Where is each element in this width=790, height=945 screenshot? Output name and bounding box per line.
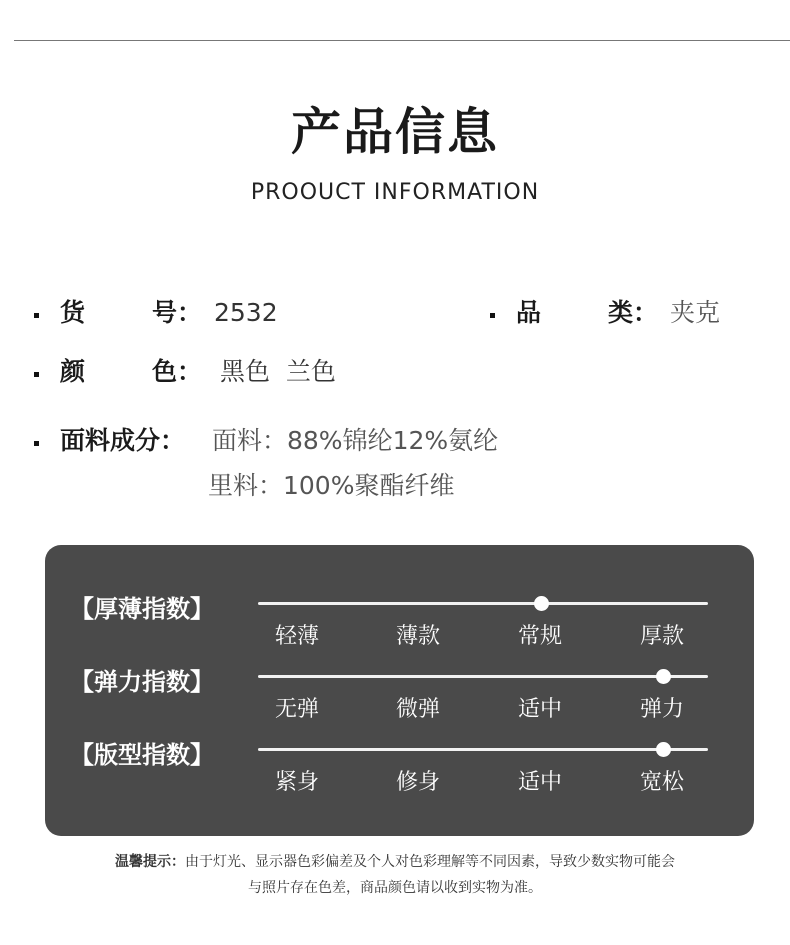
- index-panel: [45, 545, 754, 836]
- notice-line-2: [0, 875, 790, 901]
- top-divider: [14, 40, 790, 41]
- index-title: 【版型指数】: [70, 741, 214, 769]
- spec-label: 货: [60, 298, 86, 327]
- index-slider-knob: [534, 596, 549, 611]
- spec-category: [0, 296, 790, 330]
- fabric-outer: 面料：88%锦纶12%氨纶: [212, 426, 499, 455]
- spec-label: 面料成分：: [60, 426, 186, 455]
- index-option: 常规: [517, 624, 562, 649]
- bullet-icon: [34, 372, 39, 377]
- index-title: 【弹力指数】: [70, 668, 214, 696]
- spec-color: [0, 355, 790, 389]
- spec-label: 颜: [60, 357, 86, 386]
- bullet-icon: [34, 441, 39, 446]
- spec-label: 色：: [152, 357, 203, 386]
- index-title: 【厚薄指数】: [70, 595, 214, 623]
- page-subtitle: PROOUCT INFORMATION: [250, 180, 540, 205]
- spec-fabric: [0, 424, 790, 514]
- index-option: 无弹: [274, 697, 319, 722]
- spec-value: 2532: [214, 298, 278, 327]
- index-slider-track: [258, 602, 708, 605]
- index-option: 薄款: [395, 624, 440, 649]
- page-title: 产品信息: [291, 103, 499, 161]
- spec-label: 品: [516, 298, 542, 327]
- bullet-icon: [490, 313, 495, 318]
- fabric-lining: 里料：100%聚酯纤维: [208, 471, 455, 500]
- index-option: 厚款: [639, 624, 684, 649]
- spec-label: 类：: [608, 298, 659, 327]
- index-slider-track: [258, 748, 708, 751]
- index-option: 宽松: [639, 770, 684, 795]
- notice-text: 与照片存在色差，商品颜色请以收到实物为准。: [248, 880, 542, 896]
- spec-value: 夹克: [670, 298, 721, 327]
- index-option: 轻薄: [274, 624, 319, 649]
- index-option: 适中: [517, 770, 562, 795]
- spec-value: 黑色 兰色: [220, 357, 336, 386]
- index-slider-track: [258, 675, 708, 678]
- index-row-fit: [45, 691, 754, 795]
- spec-label: 号：: [152, 298, 203, 327]
- index-option: 修身: [395, 770, 440, 795]
- notice-text: 由于灯光、显示器色彩偏差及个人对色彩理解等不同因素，导致少数实物可能会: [185, 854, 675, 870]
- index-option: 弹力: [639, 697, 684, 722]
- notice-line-1: [0, 849, 790, 875]
- index-option: 适中: [517, 697, 562, 722]
- index-option: 微弹: [395, 697, 440, 722]
- index-slider-knob: [656, 742, 671, 757]
- notice-label: 温馨提示：: [115, 854, 185, 870]
- index-option: 紧身: [274, 770, 319, 795]
- index-slider-knob: [656, 669, 671, 684]
